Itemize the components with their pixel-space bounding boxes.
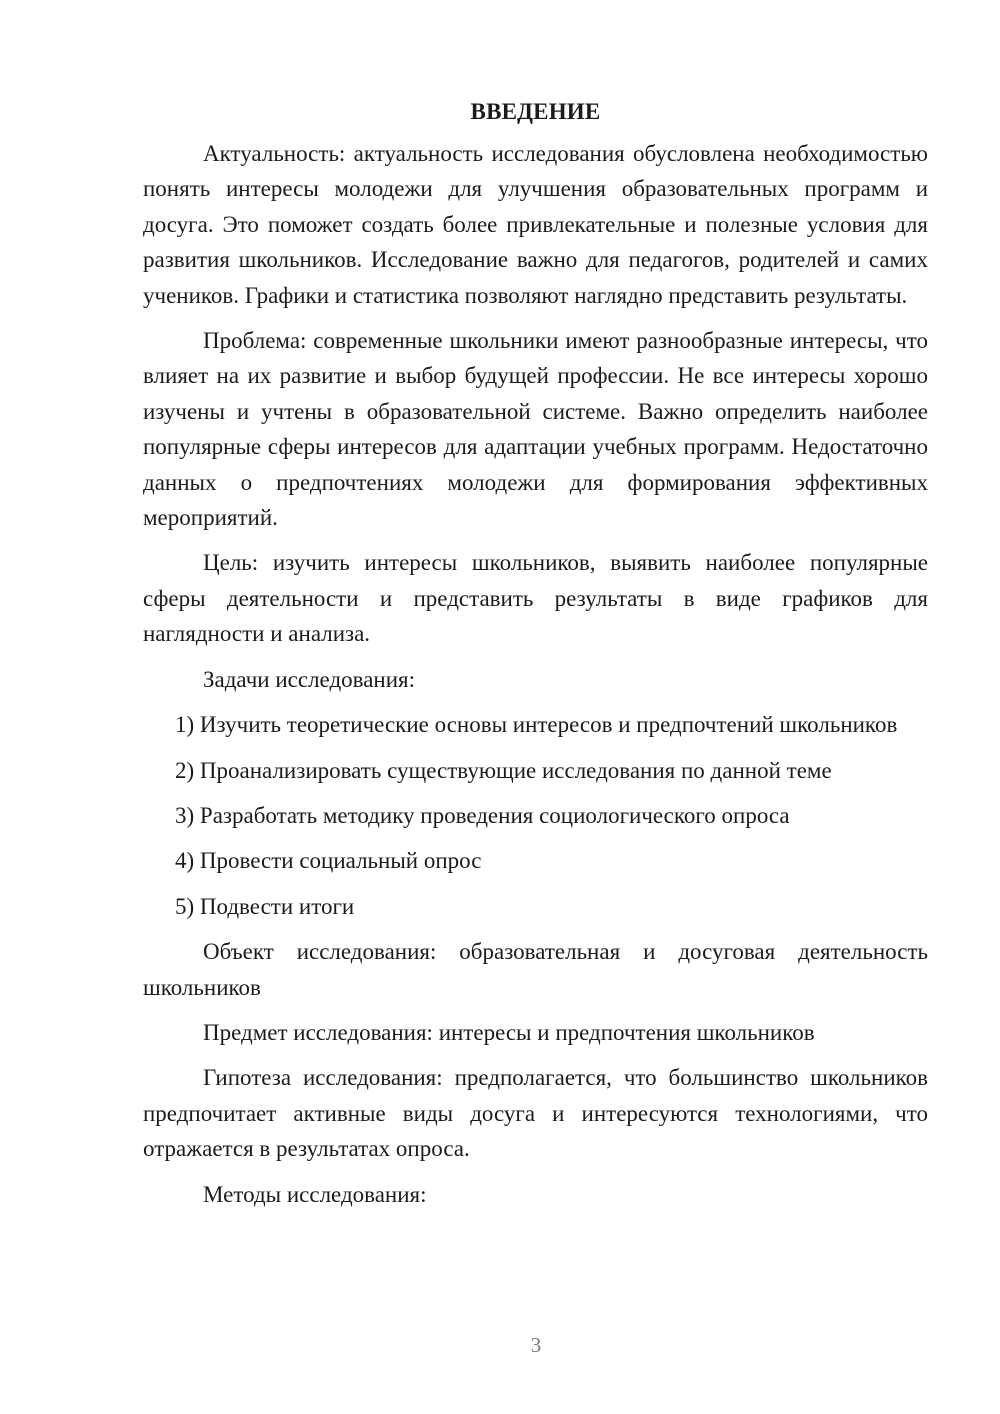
page-number: 3: [530, 1333, 542, 1357]
tasks-heading: Задачи исследования:: [203, 666, 416, 692]
page-content: [143, 94, 928, 1222]
task-item-2: 2) Проанализировать существующие исследования по данной теме: [175, 757, 832, 783]
task-item-1: 1) Изучить теоретические основы интересов и предпочтений школьников: [175, 712, 898, 738]
goal-paragraph: Цель: изучить интересы школьников, выявить наиболее популярные сферы деятельности и представить результаты в виде графиков для наглядности и анализа.: [143, 550, 928, 647]
object-paragraph: Объект исследования: образовательная и досуговая деятельность школьников: [143, 939, 928, 1000]
task-item-4: 4) Провести социальный опрос: [175, 848, 482, 874]
hypothesis-paragraph: Гипотеза исследования: предполагается, что большинство школьников предпочитает активные виды досуга и интересуются технологиями, что отражается в результатах опроса.: [143, 1065, 928, 1162]
page-title: ВВЕДЕНИЕ: [470, 99, 601, 124]
subject-paragraph: Предмет исследования: интересы и предпочтения школьников: [203, 1019, 815, 1045]
problem-paragraph: Проблема: современные школьники имеют разнообразные интересы, что влияет на их развитие и выбор будущей профессии. Не все интересы хорошо изучены и учтены в образовательной системе. Важно определить наиболее популярные сферы интересов для адаптации учебных программ. Недостаточно данных о предпочтениях молодежи для формирования эффективных мероприятий.: [143, 328, 928, 531]
task-item-3: 3) Разработать методику проведения социологического опроса: [175, 802, 790, 828]
relevance-paragraph: Актуальность: актуальность исследования обусловлена необходимостью понять интересы молодежи для улучшения образовательных программ и досуга. Это поможет создать более привлекательные и полезные условия для развития школьников. Исследование важно для педагогов, родителей и самих учеников. Графики и статистика позволяют наглядно представить результаты.: [143, 141, 928, 308]
task-item-5: 5) Подвести итоги: [175, 893, 355, 919]
methods-heading: Методы исследования:: [203, 1181, 427, 1207]
